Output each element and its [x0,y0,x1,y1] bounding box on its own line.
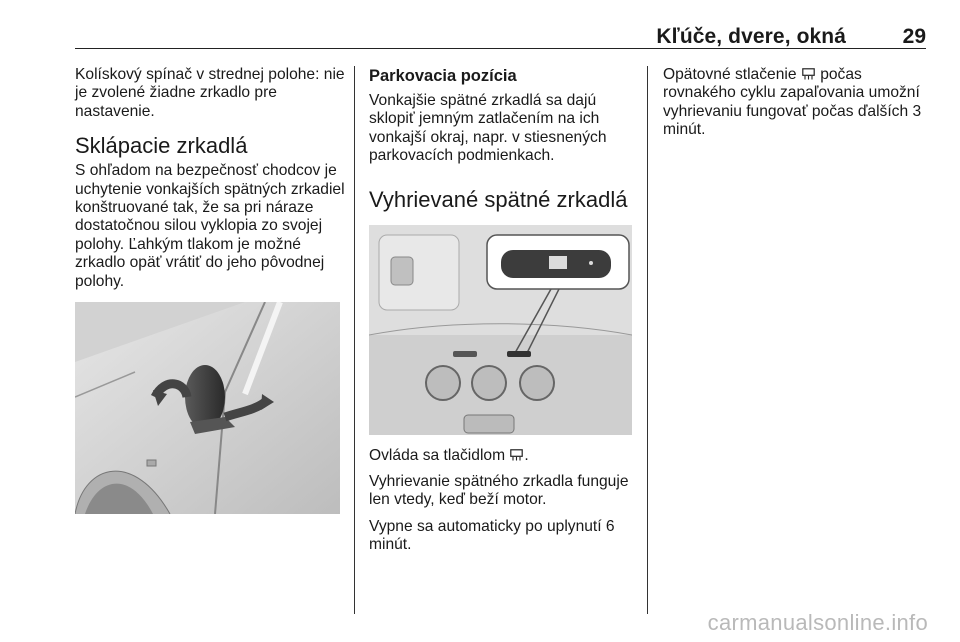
intro-paragraph: Kolískový spínač v strednej polohe: nie je zvolené žiadne zrkadlo pre nastavenie. [75,66,345,120]
operated-by-paragraph [369,447,639,465]
heated-mirror-icon [802,68,815,80]
operated-by-text: Ovláda sa tlačidlom [369,446,506,464]
column-1 [75,66,345,530]
auto-off-paragraph: Vypne sa automaticky po uplynutí 6 minút. [369,517,615,554]
repeat-press-paragraph [663,66,928,140]
section-heading-folding-mirrors: Sklápacie zrkadlá [75,133,248,159]
heated-mirror-button-illustration [369,225,632,435]
heated-mirror-icon [510,449,523,461]
section-heading-heated-mirrors: Vyhrievané spätné zrkadlá [369,186,628,212]
column-divider-2 [647,66,648,614]
watermark: carmanualsonline.info [707,610,928,635]
engine-running-paragraph: Vyhrievanie spätného zrkadla funguje len vtedy, keď beží motor. [369,473,629,509]
page-header [75,22,926,49]
header-title: Kľúče, dvere, okná [656,25,846,48]
folding-mirrors-paragraph: S ohľadom na bezpečnosť chodcov je uchytenie vonkajších spätných zrkadiel konštruované tak, že sa pri náraze dostatočnou silou vyklopia zo svojej polohy. Ľahkým tlakom je možné zrkadlo opäť vrátiť do jeho pôvodnej polohy. [75,162,345,290]
subheading-parking-position: Parkovacia pozícia [369,67,517,85]
page-number: 29 [902,25,926,48]
operated-by-end: . [524,446,529,464]
repeat-press-text-start: Opätovné stlačenie [663,66,797,83]
column-3 [663,66,928,148]
column-2 [369,66,639,563]
repeat-press-text-end: počas rovnakého cyklu zapaľovania umožní vyhrievaniu fungovať počas ďalších 3 minút. [663,66,922,139]
parking-paragraph: Vonkajšie spätné zrkadlá sa dajú sklopiť jemným zatlačením na ich vonkajší okraj, napr. v stiesnených parkovacích podmienkach. [369,92,607,165]
column-divider-1 [354,66,355,614]
folding-mirror-illustration [75,302,340,514]
